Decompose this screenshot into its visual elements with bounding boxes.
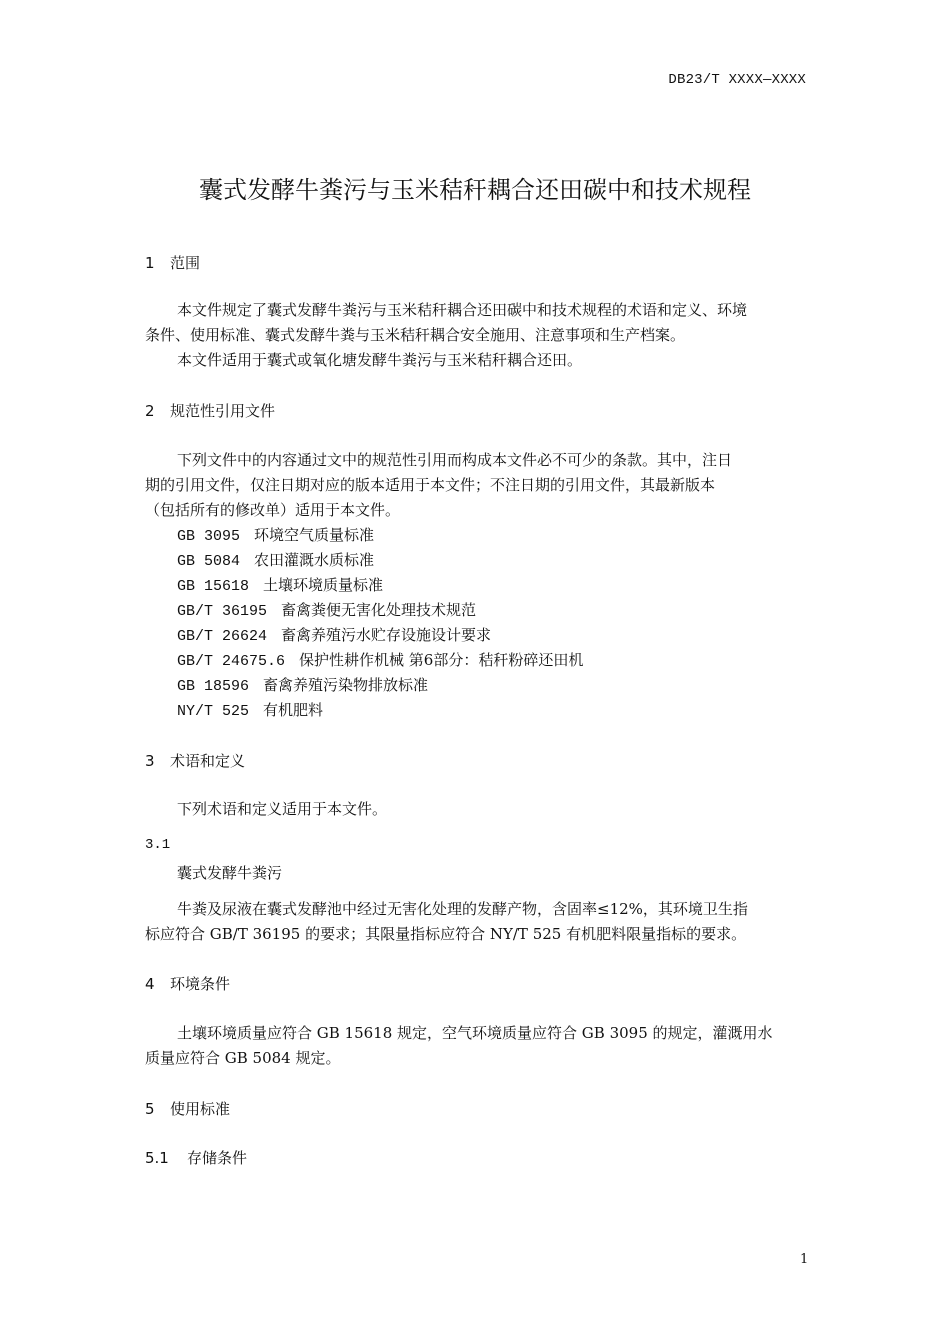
paragraph: 本文件规定了囊式发酵牛粪污与玉米秸秆耦合还田碳中和技术规程的术语和定义、环境 [177, 301, 748, 319]
paragraph: 期的引用文件，仅注日期对应的版本适用于本文件；不注日期的引用文件，其最新版本 [145, 476, 716, 494]
section-heading-1 [145, 252, 200, 273]
section-heading-4 [145, 973, 230, 994]
paragraph: 土壤环境质量应符合 GB 15618 规定，空气环境质量应符合 GB 3095 的规定，灌溉用水 [177, 1024, 773, 1042]
reference-item: GB 15618 土壤环境质量标准 [177, 576, 384, 595]
section-title: 环境条件 [170, 975, 231, 993]
page-number: 1 [800, 1252, 809, 1267]
reference-item: GB 3095 环境空气质量标准 [177, 526, 375, 545]
section-heading-3 [145, 750, 245, 771]
paragraph: 下列术语和定义适用于本文件。 [177, 800, 388, 818]
document-code: DB23/T XXXX—XXXX [668, 72, 806, 88]
subsection-number: 3.1 [145, 837, 171, 853]
subsection-number: 5.1 [145, 1149, 169, 1167]
paragraph: 下列文件中的内容通过文中的规范性引用而构成本文件必不可少的条款。其中，注日 [177, 451, 733, 469]
reference-item: NY/T 525 有机肥料 [177, 701, 324, 720]
section-title: 使用标准 [170, 1100, 231, 1118]
reference-item: GB/T 26624 畜禽养殖污水贮存设施设计要求 [177, 626, 492, 645]
subsection-title: 存储条件 [187, 1149, 248, 1167]
section-number: 1 [145, 254, 155, 272]
section-number: 3 [145, 752, 155, 770]
paragraph: 质量应符合 GB 5084 规定。 [145, 1049, 341, 1067]
section-title: 术语和定义 [170, 752, 246, 770]
section-heading-2 [145, 400, 275, 421]
term-title: 囊式发酵牛粪污 [177, 864, 283, 882]
paragraph: （包括所有的修改单）适用于本文件。 [145, 501, 401, 519]
section-number: 2 [145, 402, 155, 420]
reference-item: GB/T 36195 畜禽粪便无害化处理技术规范 [177, 601, 477, 620]
reference-item: GB 5084 农田灌溉水质标准 [177, 551, 375, 570]
section-number: 5 [145, 1100, 155, 1118]
section-title: 规范性引用文件 [170, 402, 276, 420]
paragraph: 牛粪及尿液在囊式发酵池中经过无害化处理的发酵产物，含固率≤12%，其环境卫生指 [177, 900, 748, 918]
paragraph: 条件、使用标准、囊式发酵牛粪与玉米秸秆耦合安全施用、注意事项和生产档案。 [145, 326, 686, 344]
subsection-heading-5-1 [145, 1147, 247, 1168]
section-heading-5 [145, 1098, 230, 1119]
document-title: 囊式发酵牛粪污与玉米秸秆耦合还田碳中和技术规程 [199, 176, 751, 204]
section-number: 4 [145, 975, 155, 993]
section-title: 范围 [170, 254, 201, 272]
paragraph: 标应符合 GB/T 36195 的要求；其限量指标应符合 NY/T 525 有机肥料限量指标的要求。 [145, 925, 747, 943]
reference-item: GB 18596 畜禽养殖污染物排放标准 [177, 676, 429, 695]
reference-item: GB/T 24675.6 保护性耕作机械 第6部分：秸秆粉碎还田机 [177, 651, 584, 670]
paragraph: 本文件适用于囊式或氧化塘发酵牛粪污与玉米秸秆耦合还田。 [177, 351, 583, 369]
